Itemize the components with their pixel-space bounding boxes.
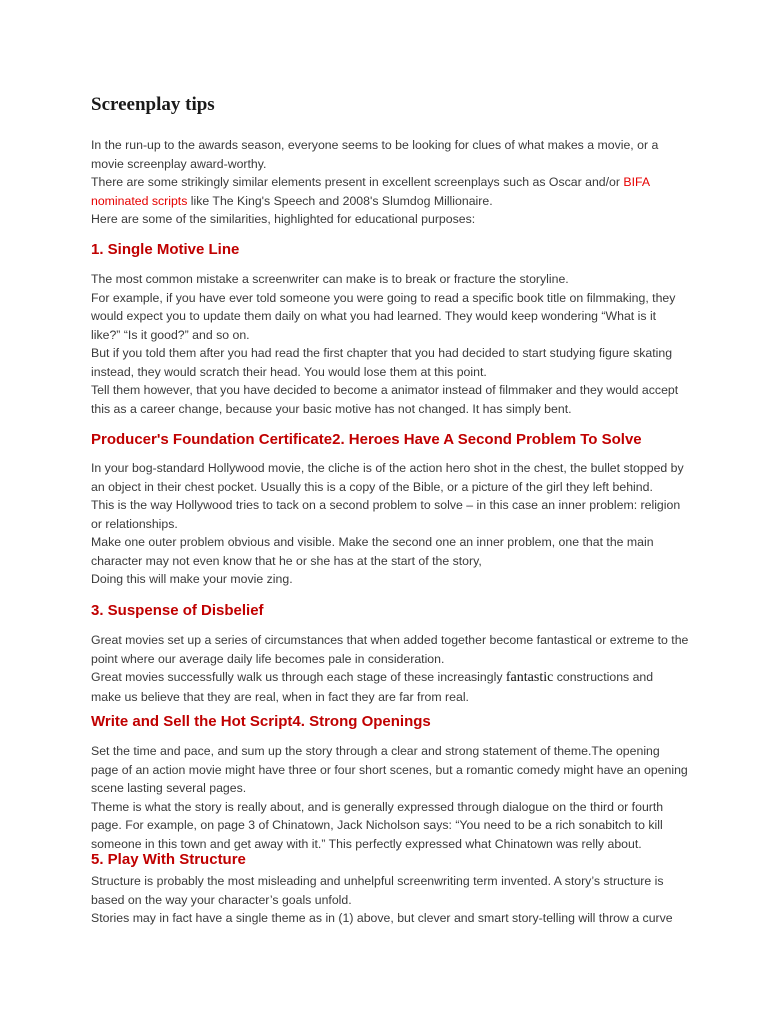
text-line: Set the time and pace, and sum up the story through a clear and strong statement of theme.The opening [91,744,660,758]
text-line: or relationships. [91,516,178,531]
text-line: This is the way Hollywood tries to tack on a second problem to solve – in this case an inner problem: religion [91,498,681,512]
section-3-body [91,631,691,706]
text-line: Make one outer problem obvious and visible. Make the second one an inner problem, one that the main [91,535,654,549]
section-4-body [91,742,691,853]
text-line: page. For example, on page 3 of Chinatown, Jack Nicholson says: “You need to be a rich sonabitch to kill [91,818,663,832]
section-heading-2: Producer's Foundation Certificate2. Heroes Have A Second Problem To Solve [91,431,642,448]
text-line [91,192,691,211]
text-line: this as a career change, because your basic motive has not changed. It has simply bent. [91,401,572,416]
text-line: Doing this will make your movie zing. [91,572,293,586]
text-line: an object in their chest pocket. Usually this is a copy of the Bible, or a picture of the girl they left behind. [91,479,653,494]
bifa-link[interactable]: BIFA [623,175,651,189]
text-line: In the run-up to the awards season, everyone seems to be looking for clues of what makes a movie, or a [91,138,659,152]
text-span: constructions and [553,670,654,684]
text-line: Theme is what the story is really about, and is generally expressed through dialogue on the third or fourth [91,799,664,814]
text-line [91,173,691,192]
section-heading-5: 5. Play With Structure [91,851,246,868]
text-line: But if you told them after you had read the first chapter that you had decided to start studying figure skating [91,346,673,360]
text-line: make us believe that they are real, when in fact they are far from real. [91,689,469,704]
fantastic-word: fantastic [505,670,554,685]
section-5-body [91,872,691,928]
text-line: scene lasting several pages. [91,781,247,795]
text-span: There are some strikingly similar elements present in excellent screenplays such as Oscar and/or [91,175,624,189]
text-line: based on the way your character’s goals unfold. [91,892,352,907]
text-span: like The King's Speech and 2008's Slumdog Millionaire. [187,193,493,208]
text-line: Here are some of the similarities, highlighted for educational purposes: [91,212,476,226]
page-title: Screenplay tips [91,94,215,115]
text-line: For example, if you have ever told someone you were going to read a specific book title on filmmaking, they [91,290,676,305]
text-line: page of an action movie might have three or four short scenes, but a romantic comedy might have an opening [91,762,688,777]
text-line: character may not even know that he or she has at the start of the story, [91,553,482,568]
text-line: Tell them however, that you have decided to become a animator instead of filmmaker and they would accept [91,383,679,397]
text-line: Structure is probably the most misleading and unhelpful screenwriting term invented. A story’s structure is [91,874,664,888]
section-2-body [91,459,691,589]
text-line: point where our average daily life becomes pale in consideration. [91,651,445,666]
text-line: instead, they would scratch their head. You would lose them at this point. [91,364,487,379]
text-line: Stories may in fact have a single theme as in (1) above, but clever and smart story-telling will throw a curve [91,911,673,925]
text-line: someone in this town and get away with it.” This perfectly expressed what Chinatown was relly about. [91,836,642,851]
text-line: movie screenplay award-worthy. [91,156,267,171]
text-line: Great movies set up a series of circumstances that when added together become fantastical or extreme to the [91,633,689,647]
section-heading-1: 1. Single Motive Line [91,241,240,258]
section-1-body [91,270,691,418]
text-line: The most common mistake a screenwriter can make is to break or fracture the storyline. [91,272,569,286]
intro-paragraph [91,136,691,229]
text-line: like?” “Is it good?” and so on. [91,327,250,342]
text-span: Great movies successfully walk us through each stage of these increasingly [91,670,506,684]
section-heading-3: 3. Suspense of Disbelief [91,602,264,619]
section-heading-4: Write and Sell the Hot Script4. Strong Openings [91,713,431,730]
text-line: In your bog-standard Hollywood movie, the cliche is of the action hero shot in the chest, the bullet stopped by [91,461,684,475]
nominated-scripts-link[interactable]: nominated scripts [91,193,188,208]
text-line [91,668,691,688]
text-line: would expect you to update them daily on what you had learned. They would keep wondering “What is it [91,309,657,323]
